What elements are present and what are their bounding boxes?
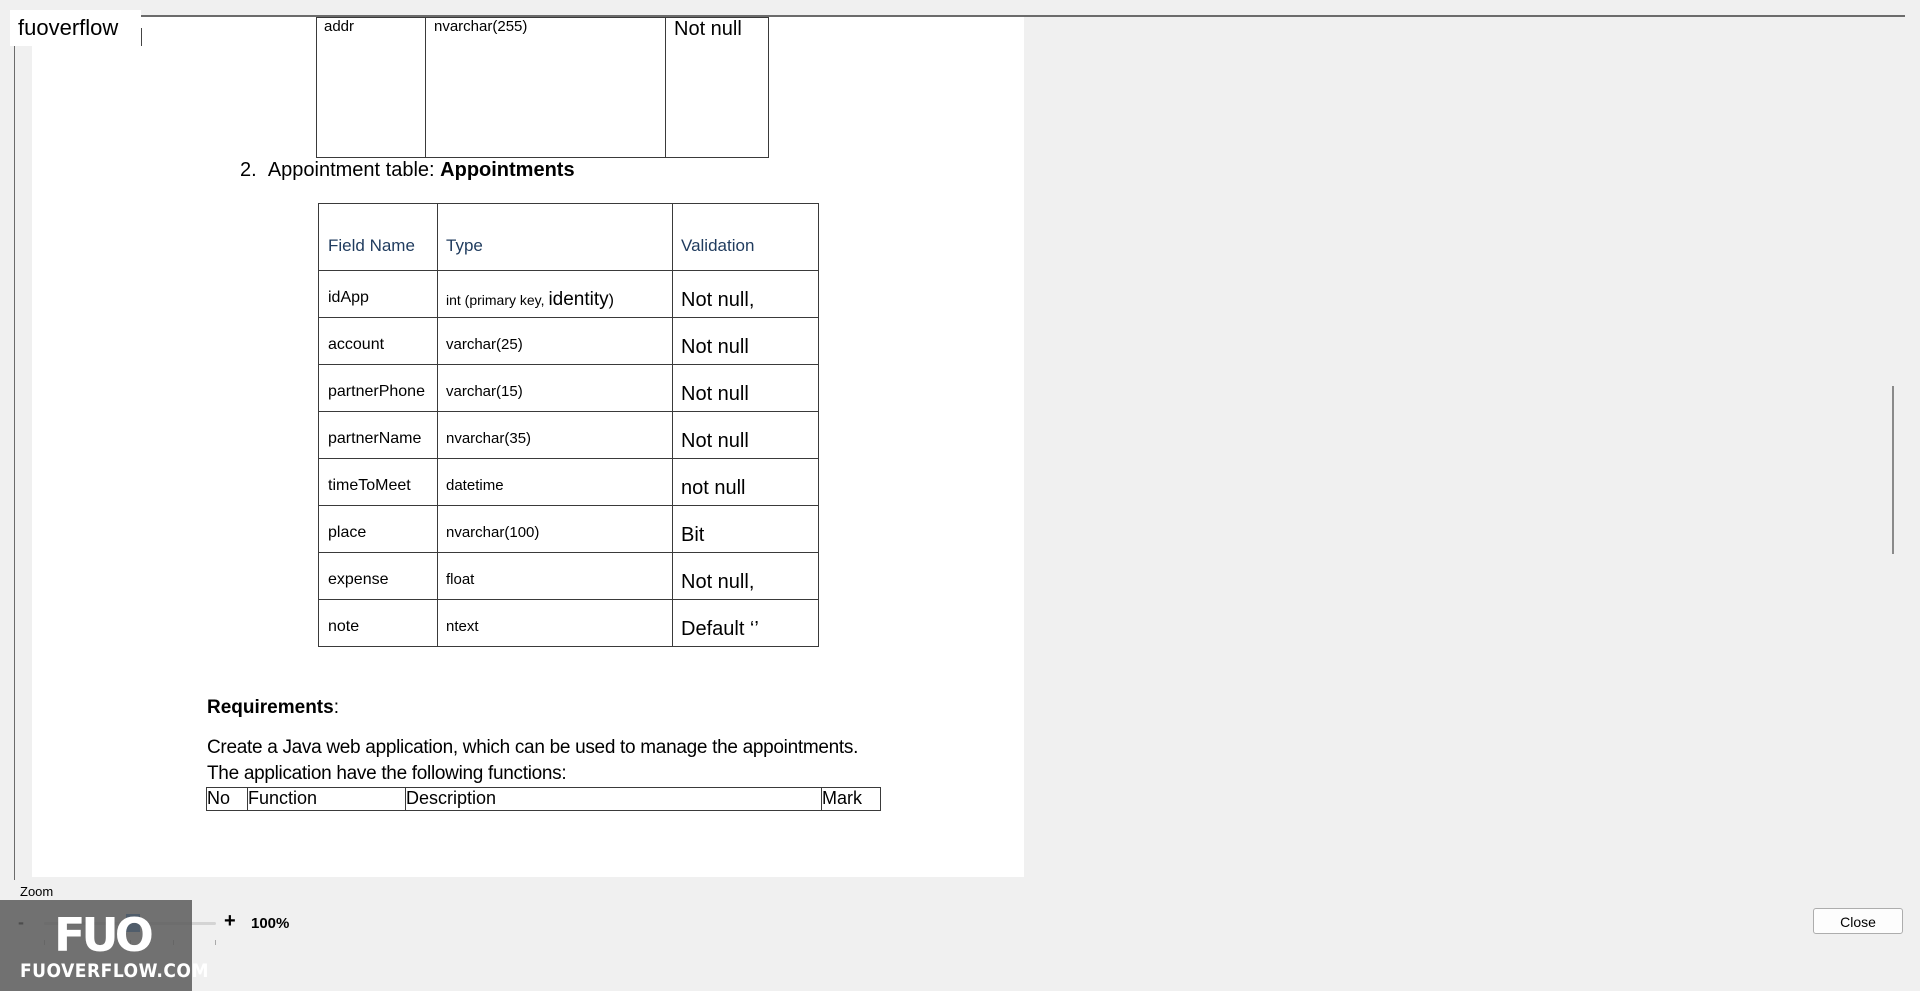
table-cell: partnerPhone xyxy=(319,365,438,412)
table-cell: expense xyxy=(319,553,438,600)
table-row xyxy=(319,271,819,318)
table-cell: varchar(15) xyxy=(438,365,673,412)
table-cell: Not null, xyxy=(673,553,819,600)
table-cell: Default ‘’ xyxy=(673,600,819,647)
section-heading xyxy=(240,159,575,182)
requirements-title xyxy=(207,697,339,719)
close-button[interactable]: Close xyxy=(1813,908,1903,934)
customer-table-partial xyxy=(316,17,769,158)
table-cell: float xyxy=(438,553,673,600)
table-cell: note xyxy=(319,600,438,647)
heading-text: Appointment table: xyxy=(267,159,441,181)
table-cell: nvarchar(255) xyxy=(426,18,666,158)
table-row xyxy=(319,365,819,412)
table-cell: Not null xyxy=(673,365,819,412)
vertical-scrollbar-thumb[interactable] xyxy=(1892,386,1894,554)
heading-number: 2. xyxy=(240,159,257,181)
table-row xyxy=(319,318,819,365)
text-cursor xyxy=(141,28,142,46)
column-header: Validation xyxy=(673,204,819,271)
type-text-end: ) xyxy=(608,292,614,309)
table-cell: timeToMeet xyxy=(319,459,438,506)
table-cell: Bit xyxy=(673,506,819,553)
appointments-table xyxy=(318,203,819,647)
table-cell: partnerName xyxy=(319,412,438,459)
functions-table xyxy=(206,787,881,811)
table-row xyxy=(319,553,819,600)
watermark-site: FUOVERFLOW.COM xyxy=(20,960,209,982)
requirements-title-text: Requirements xyxy=(207,697,334,718)
table-cell: place xyxy=(319,506,438,553)
column-header: Description xyxy=(406,788,822,811)
column-header: No xyxy=(207,788,248,811)
column-header: Type xyxy=(438,204,673,271)
zoom-in-button[interactable]: + xyxy=(224,910,236,932)
watermark xyxy=(0,900,209,991)
requirements-line-1: Create a Java web application, which can be used to manage the appointments. xyxy=(207,737,859,758)
column-header: Mark xyxy=(822,788,881,811)
table-row xyxy=(317,18,769,158)
app-name-label xyxy=(10,10,141,46)
watermark-logo: FUO xyxy=(54,908,150,962)
column-header: Function xyxy=(248,788,406,811)
table-cell: not null xyxy=(673,459,819,506)
table-cell: account xyxy=(319,318,438,365)
table-cell: varchar(25) xyxy=(438,318,673,365)
table-header-row xyxy=(207,788,881,811)
table-cell: datetime xyxy=(438,459,673,506)
table-cell: nvarchar(100) xyxy=(438,506,673,553)
column-header: Field Name xyxy=(319,204,438,271)
table-header-row xyxy=(319,204,819,271)
type-text: int (primary key, xyxy=(446,292,549,308)
table-cell xyxy=(438,271,673,318)
requirements-line-2: The application have the following functions: xyxy=(207,763,567,784)
table-cell: Not null xyxy=(673,412,819,459)
type-text-large: identity xyxy=(548,289,609,310)
table-cell: idApp xyxy=(319,271,438,318)
requirements-colon: : xyxy=(333,697,339,718)
table-row xyxy=(319,506,819,553)
table-cell: Not null xyxy=(673,318,819,365)
table-cell: addr xyxy=(317,18,426,158)
table-cell: ntext xyxy=(438,600,673,647)
app-name: fuoverflow xyxy=(18,15,119,40)
table-cell: Not null xyxy=(666,18,769,158)
table-row xyxy=(319,412,819,459)
table-row xyxy=(319,459,819,506)
table-cell: Not null, xyxy=(673,271,819,318)
heading-bold: Appointments xyxy=(440,159,575,181)
zoom-label: Zoom xyxy=(20,884,54,899)
table-row xyxy=(319,600,819,647)
table-cell: nvarchar(35) xyxy=(438,412,673,459)
zoom-value: 100% xyxy=(251,915,290,932)
